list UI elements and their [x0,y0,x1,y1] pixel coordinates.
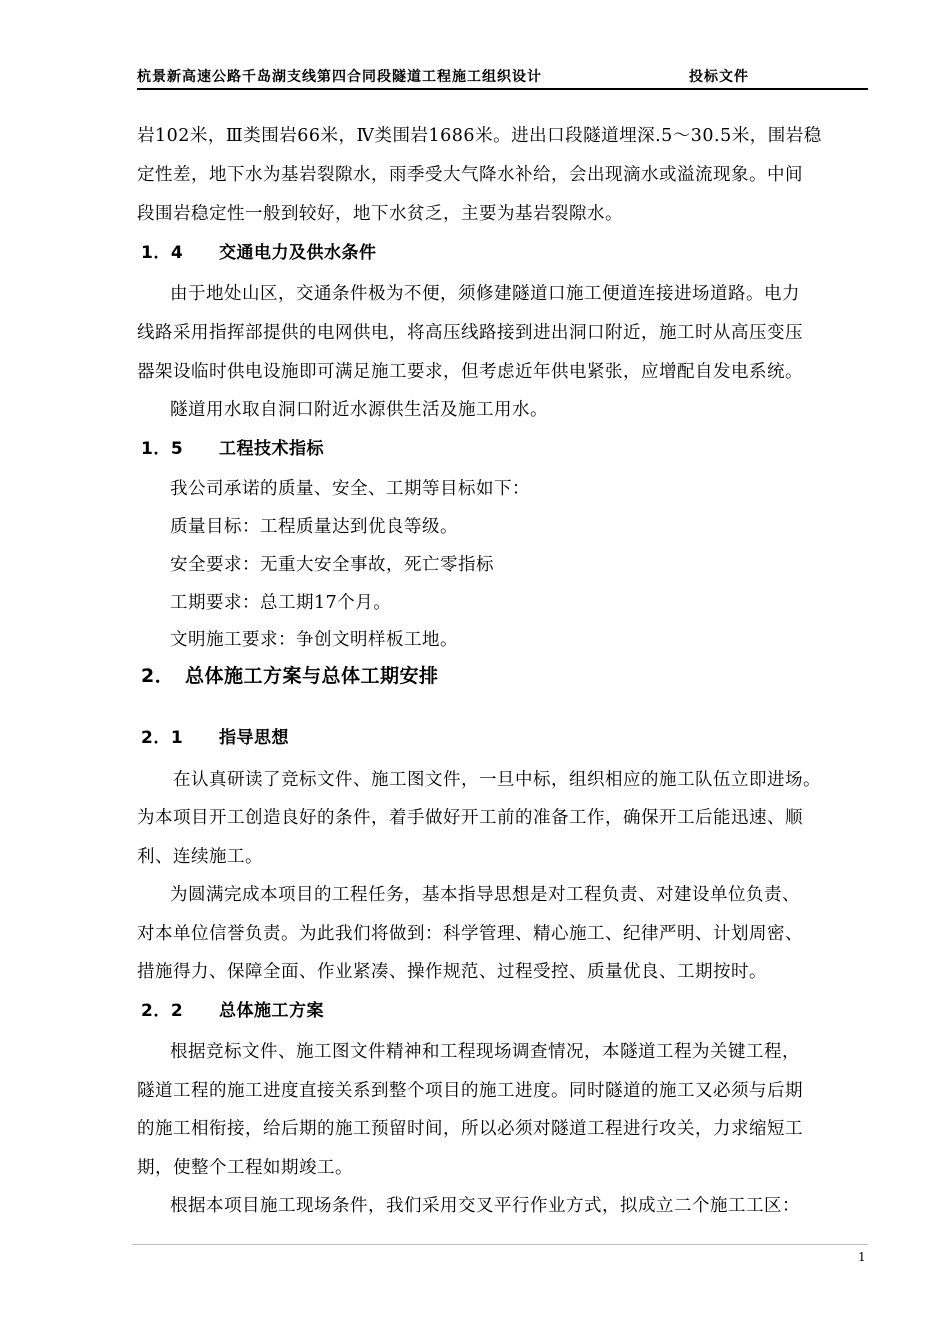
paragraph-line: 质量目标：工程质量达到优良等级。 [170,517,458,537]
paragraph-line: 措施得力、保障全面、作业紧凑、操作规范、过程受控、质量优良、工期按时。 [137,962,767,982]
paragraph-line: 岩102米，Ⅲ类围岩66米，Ⅳ类围岩1686米。进出口段隧道埋深.5～30.5米，围岩稳 [137,126,822,146]
section-title: 总体施工方案 [219,1001,324,1021]
page-number: 1 [858,1250,866,1264]
chapter-title: 总体施工方案与总体工期安排 [185,665,439,687]
section-heading-1-5 [141,434,324,459]
footer-divider [132,1244,868,1245]
section-number: 1．4 [141,243,184,263]
chapter-number: 2． [141,665,175,687]
paragraph-line: 工期要求：总工期17个月。 [170,593,392,613]
paragraph-line: 根据本项目施工现场条件，我们采用交叉平行作业方式，拟成立二个施工工区： [170,1196,800,1216]
paragraph-line: 为圆满完成本项目的工程任务，基本指导思想是对工程负责、对建设单位负责、 [170,885,800,905]
section-title: 交通电力及供水条件 [219,243,377,263]
header-tag: 投标文件 [689,69,749,85]
page-header [137,64,868,90]
paragraph-line: 在认真研读了竞标文件、施工图文件，一旦中标，组织相应的施工队伍立即进场。 [173,770,821,790]
paragraph-line: 定性差，地下水为基岩裂隙水，雨季受大气降水补给，会出现滴水或溢流现象。中间 [137,165,803,185]
paragraph-line: 安全要求：无重大安全事故，死亡零指标 [170,555,494,575]
paragraph-line: 根据竞标文件、施工图文件精神和工程现场调查情况，本隧道工程为关键工程， [170,1042,800,1062]
paragraph-line: 由于地处山区，交通条件极为不便，须修建隧道口施工便道连接进场道路。电力 [170,284,800,304]
paragraph-line: 为本项目开工创造良好的条件，着手做好开工前的准备工作，确保开工后能迅速、顺 [137,808,803,828]
chapter-heading-2 [141,661,439,688]
paragraph-line: 期，使整个工程如期竣工。 [137,1158,353,1178]
paragraph-line: 我公司承诺的质量、安全、工期等目标如下： [170,479,530,499]
paragraph-line: 的施工相衔接，给后期的施工预留时间，所以必须对隧道工程进行攻关，力求缩短工 [137,1119,803,1139]
paragraph-line: 隧道用水取自洞口附近水源供生活及施工用水。 [170,400,548,420]
paragraph-line: 隧道工程的施工进度直接关系到整个项目的施工进度。同时隧道的施工又必须与后期 [137,1081,803,1101]
paragraph-line: 文明施工要求：争创文明样板工地。 [170,630,458,650]
paragraph-line: 段围岩稳定性一般到较好，地下水贫乏，主要为基岩裂隙水。 [137,204,623,224]
paragraph-line: 对本单位信誉负责。为此我们将做到：科学管理、精心施工、纪律严明、计划周密、 [137,924,803,944]
paragraph-line: 线路采用指挥部提供的电网供电，将高压线路接到进出洞口附近，施工时从高压变压 [137,323,803,343]
section-heading-1-4 [141,238,377,263]
section-title: 工程技术指标 [219,439,324,459]
section-title: 指导思想 [219,728,289,748]
section-heading-2-2 [141,996,324,1021]
section-number: 2．1 [141,728,184,748]
section-number: 1．5 [141,439,184,459]
paragraph-line: 利、连续施工。 [137,847,263,867]
section-number: 2．2 [141,1001,184,1021]
header-title: 杭景新高速公路千岛湖支线第四合同段隧道工程施工组织设计 [137,69,542,85]
section-heading-2-1 [141,723,289,748]
paragraph-line: 器架设临时供电设施即可满足施工要求，但考虑近年供电紧张，应增配自发电系统。 [137,362,803,382]
